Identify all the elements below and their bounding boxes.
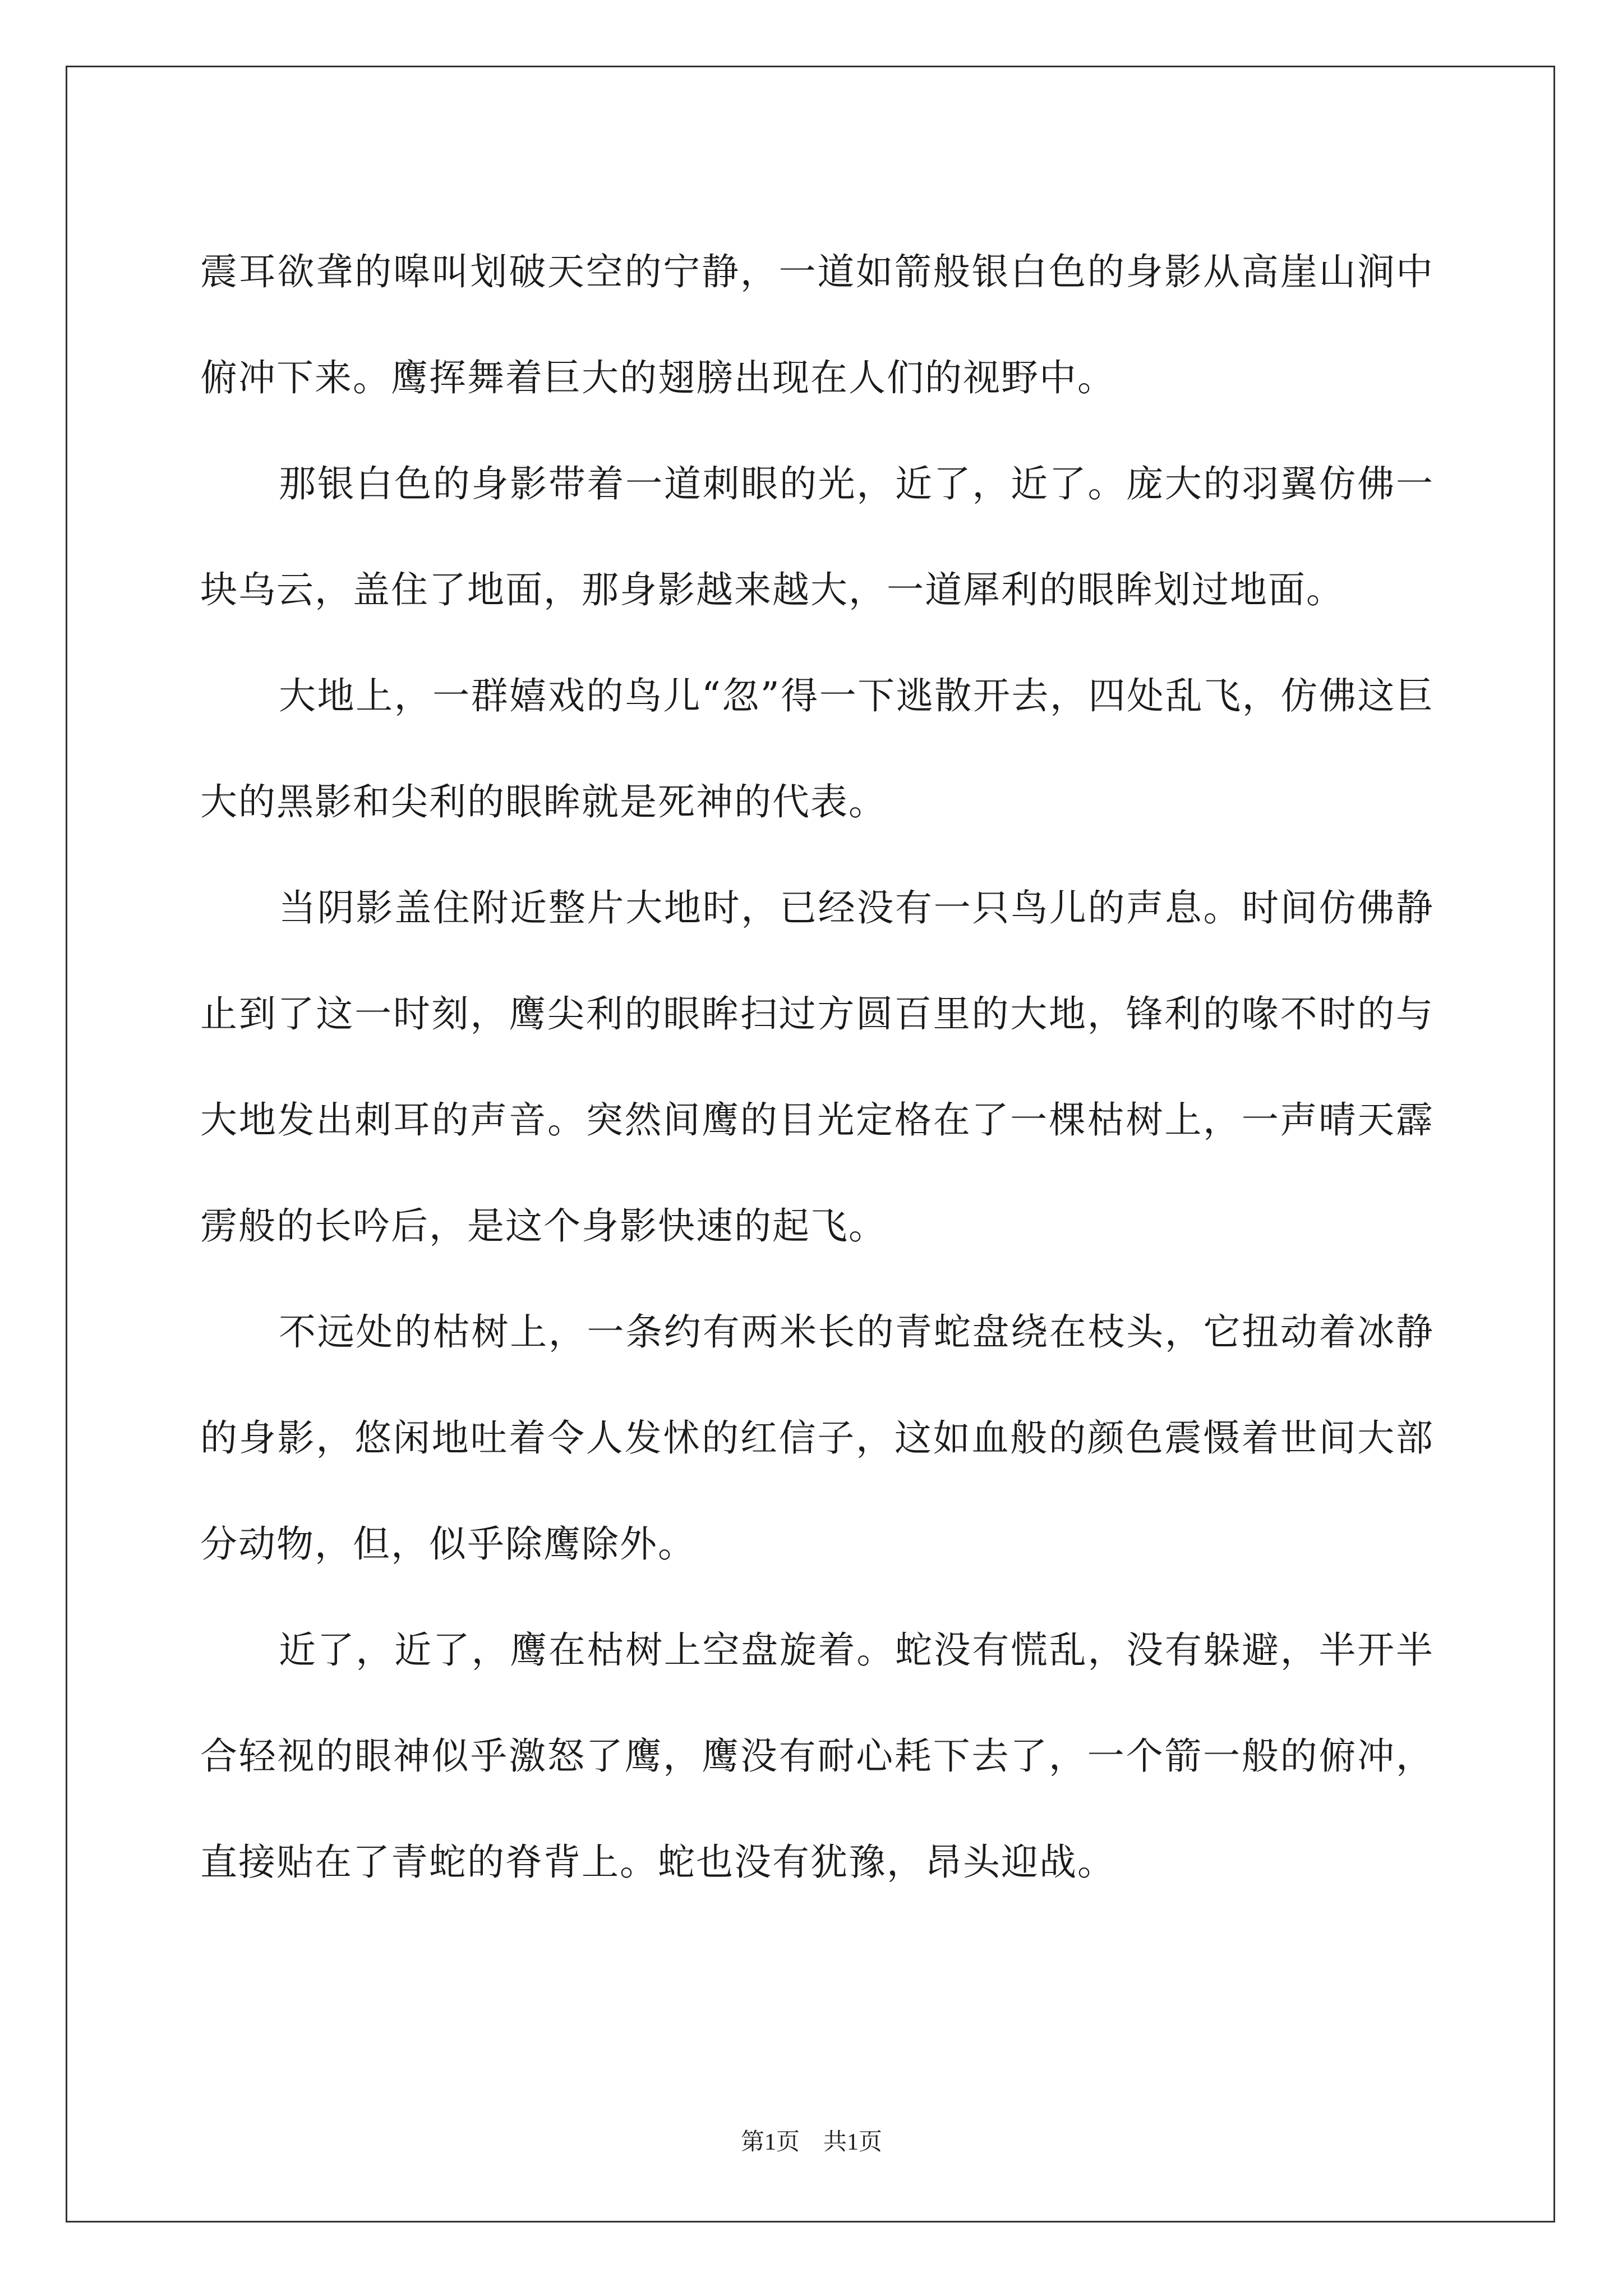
page-number: 第1页	[740, 2129, 800, 2155]
paragraph: 不远处的枯树上，一条约有两米长的青蛇盘绕在枝头，它扭动着冰静的身影，悠闲地吐着令人发怵的红信子，这如血般的颜色震慑着世间大部分动物，但，似乎除鹰除外。	[200, 1310, 1434, 1566]
page-total: 共1页	[823, 2129, 883, 2155]
paragraph: 大地上，一群嬉戏的鸟儿“忽”得一下逃散开去，四处乱飞，仿佛这巨大的黑影和尖利的眼眸就是死神的代表。	[200, 674, 1434, 823]
paragraph: 当阴影盖住附近整片大地时，已经没有一只鸟儿的声息。时间仿佛静止到了这一时刻，鹰尖利的眼眸扫过方圆百里的大地，锋利的喙不时的与大地发出刺耳的声音。突然间鹰的目光定格在了一棵枯树上，一声晴天霹雳般的长吟后，是这个身影快速的起飞。	[200, 886, 1434, 1248]
paragraph: 那银白色的身影带着一道刺眼的光，近了，近了。庞大的羽翼仿佛一块乌云，盖住了地面，那身影越来越大，一道犀利的眼眸划过地面。	[200, 462, 1434, 611]
page-footer	[0, 2123, 1623, 2157]
document-body	[200, 219, 1434, 1915]
paragraph: 震耳欲聋的嗥叫划破天空的宁静，一道如箭般银白色的身影从高崖山涧中俯冲下来。鹰挥舞着巨大的翅膀出现在人们的视野中。	[200, 250, 1434, 399]
paragraph: 近了，近了，鹰在枯树上空盘旋着。蛇没有慌乱，没有躲避，半开半合轻视的眼神似乎激怒了鹰，鹰没有耐心耗下去了，一个箭一般的俯冲，直接贴在了青蛇的脊背上。蛇也没有犹豫，昂头迎战。	[200, 1628, 1434, 1884]
